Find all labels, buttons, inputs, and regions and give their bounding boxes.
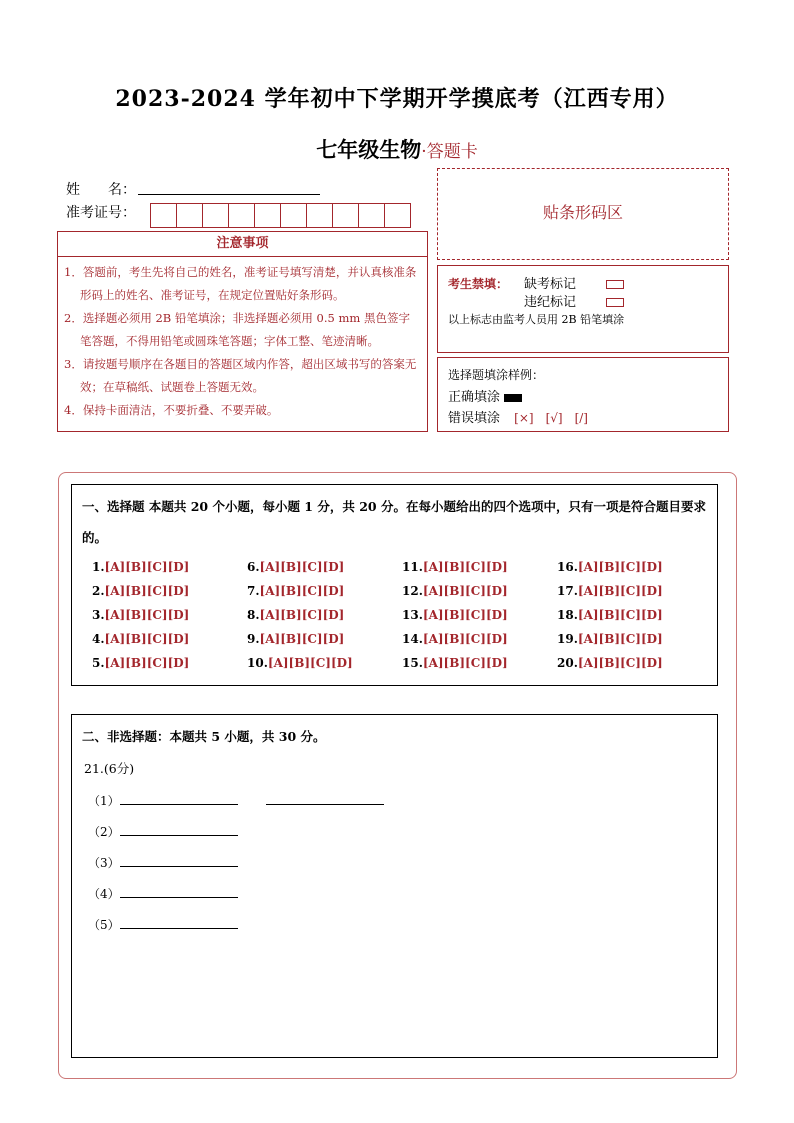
ban-note: 以上标志由监考人员用 2B 铅笔填涂 bbox=[448, 313, 625, 326]
absent-mark[interactable] bbox=[606, 274, 624, 293]
answer-blank[interactable] bbox=[120, 823, 238, 836]
violation-mark[interactable] bbox=[606, 292, 624, 311]
ban-box bbox=[437, 265, 729, 353]
correct-fill-mark bbox=[504, 394, 522, 402]
choice-question[interactable]: 18.[A][B][C][D] bbox=[557, 608, 663, 622]
ban-label: 考生禁填： bbox=[448, 277, 509, 291]
name-label: 姓 名： bbox=[66, 182, 136, 198]
barcode-area: 贴条形码区 bbox=[437, 168, 729, 260]
choice-question[interactable]: 1.[A][B][C][D] bbox=[92, 560, 190, 574]
choice-question[interactable]: 4.[A][B][C][D] bbox=[92, 632, 190, 646]
exam-id-boxes[interactable] bbox=[150, 203, 411, 228]
wrong-fill-marks: [×] [√] [/] bbox=[514, 411, 588, 425]
part-1: （1） bbox=[88, 792, 384, 809]
choice-question[interactable]: 13.[A][B][C][D] bbox=[402, 608, 508, 622]
notice-box bbox=[57, 231, 428, 432]
notice-heading: 注意事项 bbox=[58, 232, 427, 257]
name-field[interactable] bbox=[138, 193, 320, 195]
choice-question[interactable]: 17.[A][B][C][D] bbox=[557, 584, 663, 598]
wrong-fill bbox=[448, 407, 588, 426]
violation-label: 违纪标记 bbox=[524, 295, 577, 310]
choice-question[interactable]: 8.[A][B][C][D] bbox=[247, 608, 345, 622]
choice-question[interactable]: 12.[A][B][C][D] bbox=[402, 584, 508, 598]
answer-blank[interactable] bbox=[120, 792, 238, 805]
notice-item: 3．请按题号顺序在各题目的答题区域内作答，超出区域书写的答案无效；在草稿纸、试题卷上答题无效。 bbox=[64, 357, 417, 394]
choice-question[interactable]: 15.[A][B][C][D] bbox=[402, 656, 508, 670]
question-21-label: 21.(6分) bbox=[84, 761, 135, 776]
correct-fill-label: 正确填涂 bbox=[448, 390, 501, 405]
choice-question[interactable]: 14.[A][B][C][D] bbox=[402, 632, 508, 646]
exam-id-label: 准考证号： bbox=[66, 205, 136, 221]
wrong-fill-label: 错误填涂 bbox=[448, 411, 501, 426]
choice-question[interactable]: 11.[A][B][C][D] bbox=[402, 560, 508, 574]
page-title: 2023-2024 学年初中下学期开学摸底考（江西专用） bbox=[115, 86, 679, 112]
absent-label: 缺考标记 bbox=[524, 277, 577, 292]
choice-question[interactable]: 6.[A][B][C][D] bbox=[247, 560, 345, 574]
choice-question[interactable]: 20.[A][B][C][D] bbox=[557, 656, 663, 670]
part-5: （5） bbox=[88, 916, 238, 933]
subtitle-dot: · bbox=[421, 142, 427, 162]
choice-question[interactable]: 2.[A][B][C][D] bbox=[92, 584, 190, 598]
nonchoice-section bbox=[71, 714, 718, 1058]
notice-item: 2．选择题必须用 2B 铅笔填涂；非选择题必须用 0.5 mm 黑色签字笔答题，不得用铅笔或圆珠笔答题；字体工整、笔迹清晰。 bbox=[64, 311, 410, 348]
answer-blank[interactable] bbox=[120, 916, 238, 929]
answer-blank[interactable] bbox=[120, 854, 238, 867]
page-subtitle bbox=[0, 134, 794, 164]
sample-label: 选择题填涂样例： bbox=[448, 368, 545, 382]
answer-card-label: 答题卡 bbox=[426, 142, 478, 162]
part-3: （3） bbox=[88, 854, 238, 871]
part-2: （2） bbox=[88, 823, 238, 840]
nonchoice-section-title: 二、非选择题：本题共 5 小题，共 30 分。 bbox=[82, 729, 326, 744]
choice-question[interactable]: 5.[A][B][C][D] bbox=[92, 656, 190, 670]
choice-section-title: 一、选择题 本题共 20 个小题，每小题 1 分，共 20 分。在每小题给出的四个选项中，只有一项是符合题目要求的。 bbox=[82, 499, 706, 545]
choice-question[interactable]: 16.[A][B][C][D] bbox=[557, 560, 663, 574]
choice-question[interactable]: 19.[A][B][C][D] bbox=[557, 632, 663, 646]
part-4: （4） bbox=[88, 885, 238, 902]
choice-section bbox=[71, 484, 718, 686]
choice-question[interactable]: 9.[A][B][C][D] bbox=[247, 632, 345, 646]
subject-title: 七年级生物 bbox=[316, 137, 422, 162]
choice-question[interactable]: 10.[A][B][C][D] bbox=[247, 656, 353, 670]
answer-blank[interactable] bbox=[266, 792, 384, 805]
answer-blank[interactable] bbox=[120, 885, 238, 898]
notice-item: 1．答题前，考生先将自己的姓名，准考证号填写清楚，并认真核准条形码上的姓名、准考证号，在规定位置贴好条形码。 bbox=[64, 265, 417, 302]
notice-item: 4．保持卡面清洁，不要折叠、不要弄破。 bbox=[64, 403, 279, 417]
choice-question[interactable]: 3.[A][B][C][D] bbox=[92, 608, 190, 622]
correct-fill bbox=[448, 386, 522, 405]
choice-question[interactable]: 7.[A][B][C][D] bbox=[247, 584, 345, 598]
fill-sample-box bbox=[437, 357, 729, 432]
